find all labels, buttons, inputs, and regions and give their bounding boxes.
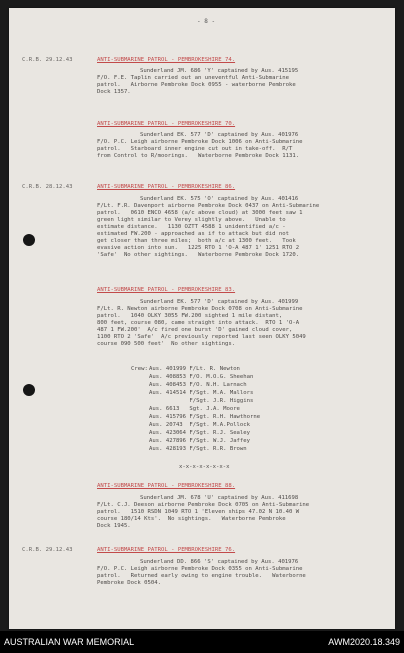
text-line: evasive action into sun. 1225 RTO 1 'O-A 487 1' 1251 RTO 2: [97, 245, 300, 251]
section-heading: ANTI-SUBMARINE PATROL - PEMBROKESHIRE 70.: [97, 121, 236, 127]
crew-member: Aus. 428193 F/Sgt. R.R. Brown: [149, 446, 247, 452]
punch-hole-bottom: [23, 384, 35, 396]
section-heading: ANTI-SUBMARINE PATROL - PEMBROKESHIRE 74.: [97, 57, 236, 63]
text-line: course 180/14 Kts'. No sightings. Waterborne Pembroke: [97, 516, 286, 522]
crew-member: Aus. 414514 F/Sgt. M.A. Mallors: [149, 390, 254, 396]
entry-date: C.R.B. 29.12.43: [22, 547, 73, 553]
crew-member: Aus. 415796 F/Sgt. R.H. Hawthorne: [149, 414, 261, 420]
text-line: F/O. P.C. Leigh airborne Pembroke Dock 1006 on Anti-Submarine: [97, 139, 303, 145]
text-line: F/O. F.E. Taplin carried out an uneventful Anti-Submarine: [97, 75, 289, 81]
section-heading: ANTI-SUBMARINE PATROL - PEMBROKESHIRE 86.: [97, 184, 236, 190]
text-line: estimated FW.200 - approached as if to attack but did not: [97, 231, 289, 237]
text-line: 'Safe' No other sightings. Waterborne Pembroke Dock 1720.: [97, 252, 300, 258]
text-line: Sunderland EK. 577 'D' captained by Aus. 401999: [140, 299, 299, 305]
entry-date: C.R.B. 29.12.43: [22, 57, 73, 63]
page-number: - 8 -: [197, 18, 216, 25]
text-line: Pembroke Dock 0504.: [97, 580, 161, 586]
section-separator: x-x-x-x-x-x-x-x: [179, 464, 230, 470]
text-line: Sunderland DD. 866 'S' captained by Aus. 401976: [140, 559, 299, 565]
text-line: Dock 1945.: [97, 523, 131, 529]
text-line: from Control to R/moorings. Waterborne Pembroke Dock 1131.: [97, 153, 300, 159]
text-line: course 090 500 feet' No other sightings.: [97, 341, 236, 347]
crew-label: Crew:: [131, 366, 148, 372]
crew-member: Aus. 401999 F/Lt. R. Newton: [149, 366, 240, 372]
text-line: Dock 1357.: [97, 89, 131, 95]
text-line: Sunderland EK. 575 'O' captained by Aus. 401416: [140, 196, 299, 202]
punch-hole-top: [23, 234, 35, 246]
section-heading: ANTI-SUBMARINE PATROL - PEMBROKESHIRE 76.: [97, 547, 236, 553]
text-line: 800 feet, course 080, came straight into attack. RTO 1 'O-A: [97, 320, 300, 326]
crew-member: Aus. 408453 F/O. N.H. Larnach: [149, 382, 247, 388]
crew-member: Aus. 20743 F/Sgt. M.A.Pollock: [149, 422, 251, 428]
text-line: 1100 RTO 2 'Safe' A/c previously reported last seen OLKY 5049: [97, 334, 306, 340]
crew-member: F/Sgt. J.R. Higgins: [149, 398, 254, 404]
section-heading: ANTI-SUBMARINE PATROL - PEMBROKESHIRE 83.: [97, 287, 236, 293]
text-line: F/Lt. C.J. Deeson airborne Pembroke Dock 0705 on Anti-Submarine: [97, 502, 310, 508]
entry-date: C.R.B. 28.12.43: [22, 184, 73, 190]
text-line: Sunderland EK. 577 'D' captained by Aus. 401976: [140, 132, 299, 138]
text-line: 487 1 FW.200' A/c fired one burst 'D' gained cloud cover,: [97, 327, 293, 333]
text-line: patrol. 1040 OLKY 3055 FW.200 sighted 1 mile distant,: [97, 313, 283, 319]
text-line: Sunderland JM. 678 'U' captained by Aus. 411698: [140, 495, 299, 501]
text-line: F/O. P.C. Leigh airborne Pembroke Dock 0355 on Anti-Submarine: [97, 566, 303, 572]
crew-member: Aus. 408853 F/O. M.O.G. Sheehan: [149, 374, 254, 380]
text-line: F/Lt. F.R. Davenport airborne Pembroke Dock 0437 on Anti-Submarine: [97, 203, 320, 209]
text-line: green light similar to Verey slightly above. Unable to: [97, 217, 286, 223]
crew-member: Aus. 423064 F/Sgt. R.J. Sealey: [149, 430, 251, 436]
text-line: patrol. Returned early owing to engine trouble. Waterborne: [97, 573, 306, 579]
text-line: F/Lt. R. Newton airborne Pembroke Dock 0708 on Anti-Submarine: [97, 306, 303, 312]
text-line: patrol. Airborne Pembroke Dock 0955 - waterborne Pembroke: [97, 82, 296, 88]
footer-accession-id: AWM2020.18.349: [328, 637, 400, 647]
text-line: patrol. 0610 ENCO 4658 (a/c above cloud) at 3000 feet saw 1: [97, 210, 303, 216]
text-line: get closer than three miles; both a/c at 1300 feet. Took: [97, 238, 296, 244]
crew-member: Aus. 6613 Sgt. J.A. Moore: [149, 406, 240, 412]
document-page: [9, 8, 395, 629]
text-line: Sunderland JM. 686 'Y' captained by Aus. 415195: [140, 68, 299, 74]
archive-footer: [0, 631, 404, 653]
text-line: patrol. Starboard inner engine cut out in take-off. R/T: [97, 146, 293, 152]
text-line: estimate distance. 1130 OZTT 4588 1 unidentified a/c -: [97, 224, 286, 230]
footer-source: AUSTRALIAN WAR MEMORIAL: [4, 637, 135, 647]
section-heading: ANTI-SUBMARINE PATROL - PEMBROKESHIRE 88.: [97, 483, 236, 489]
text-line: patrol. 1510 RSDN 1049 RTO 1 'Eleven ships 47.02 N 10.40 W: [97, 509, 300, 515]
crew-member: Aus. 427896 F/Sgt. W.J. Jaffey: [149, 438, 251, 444]
